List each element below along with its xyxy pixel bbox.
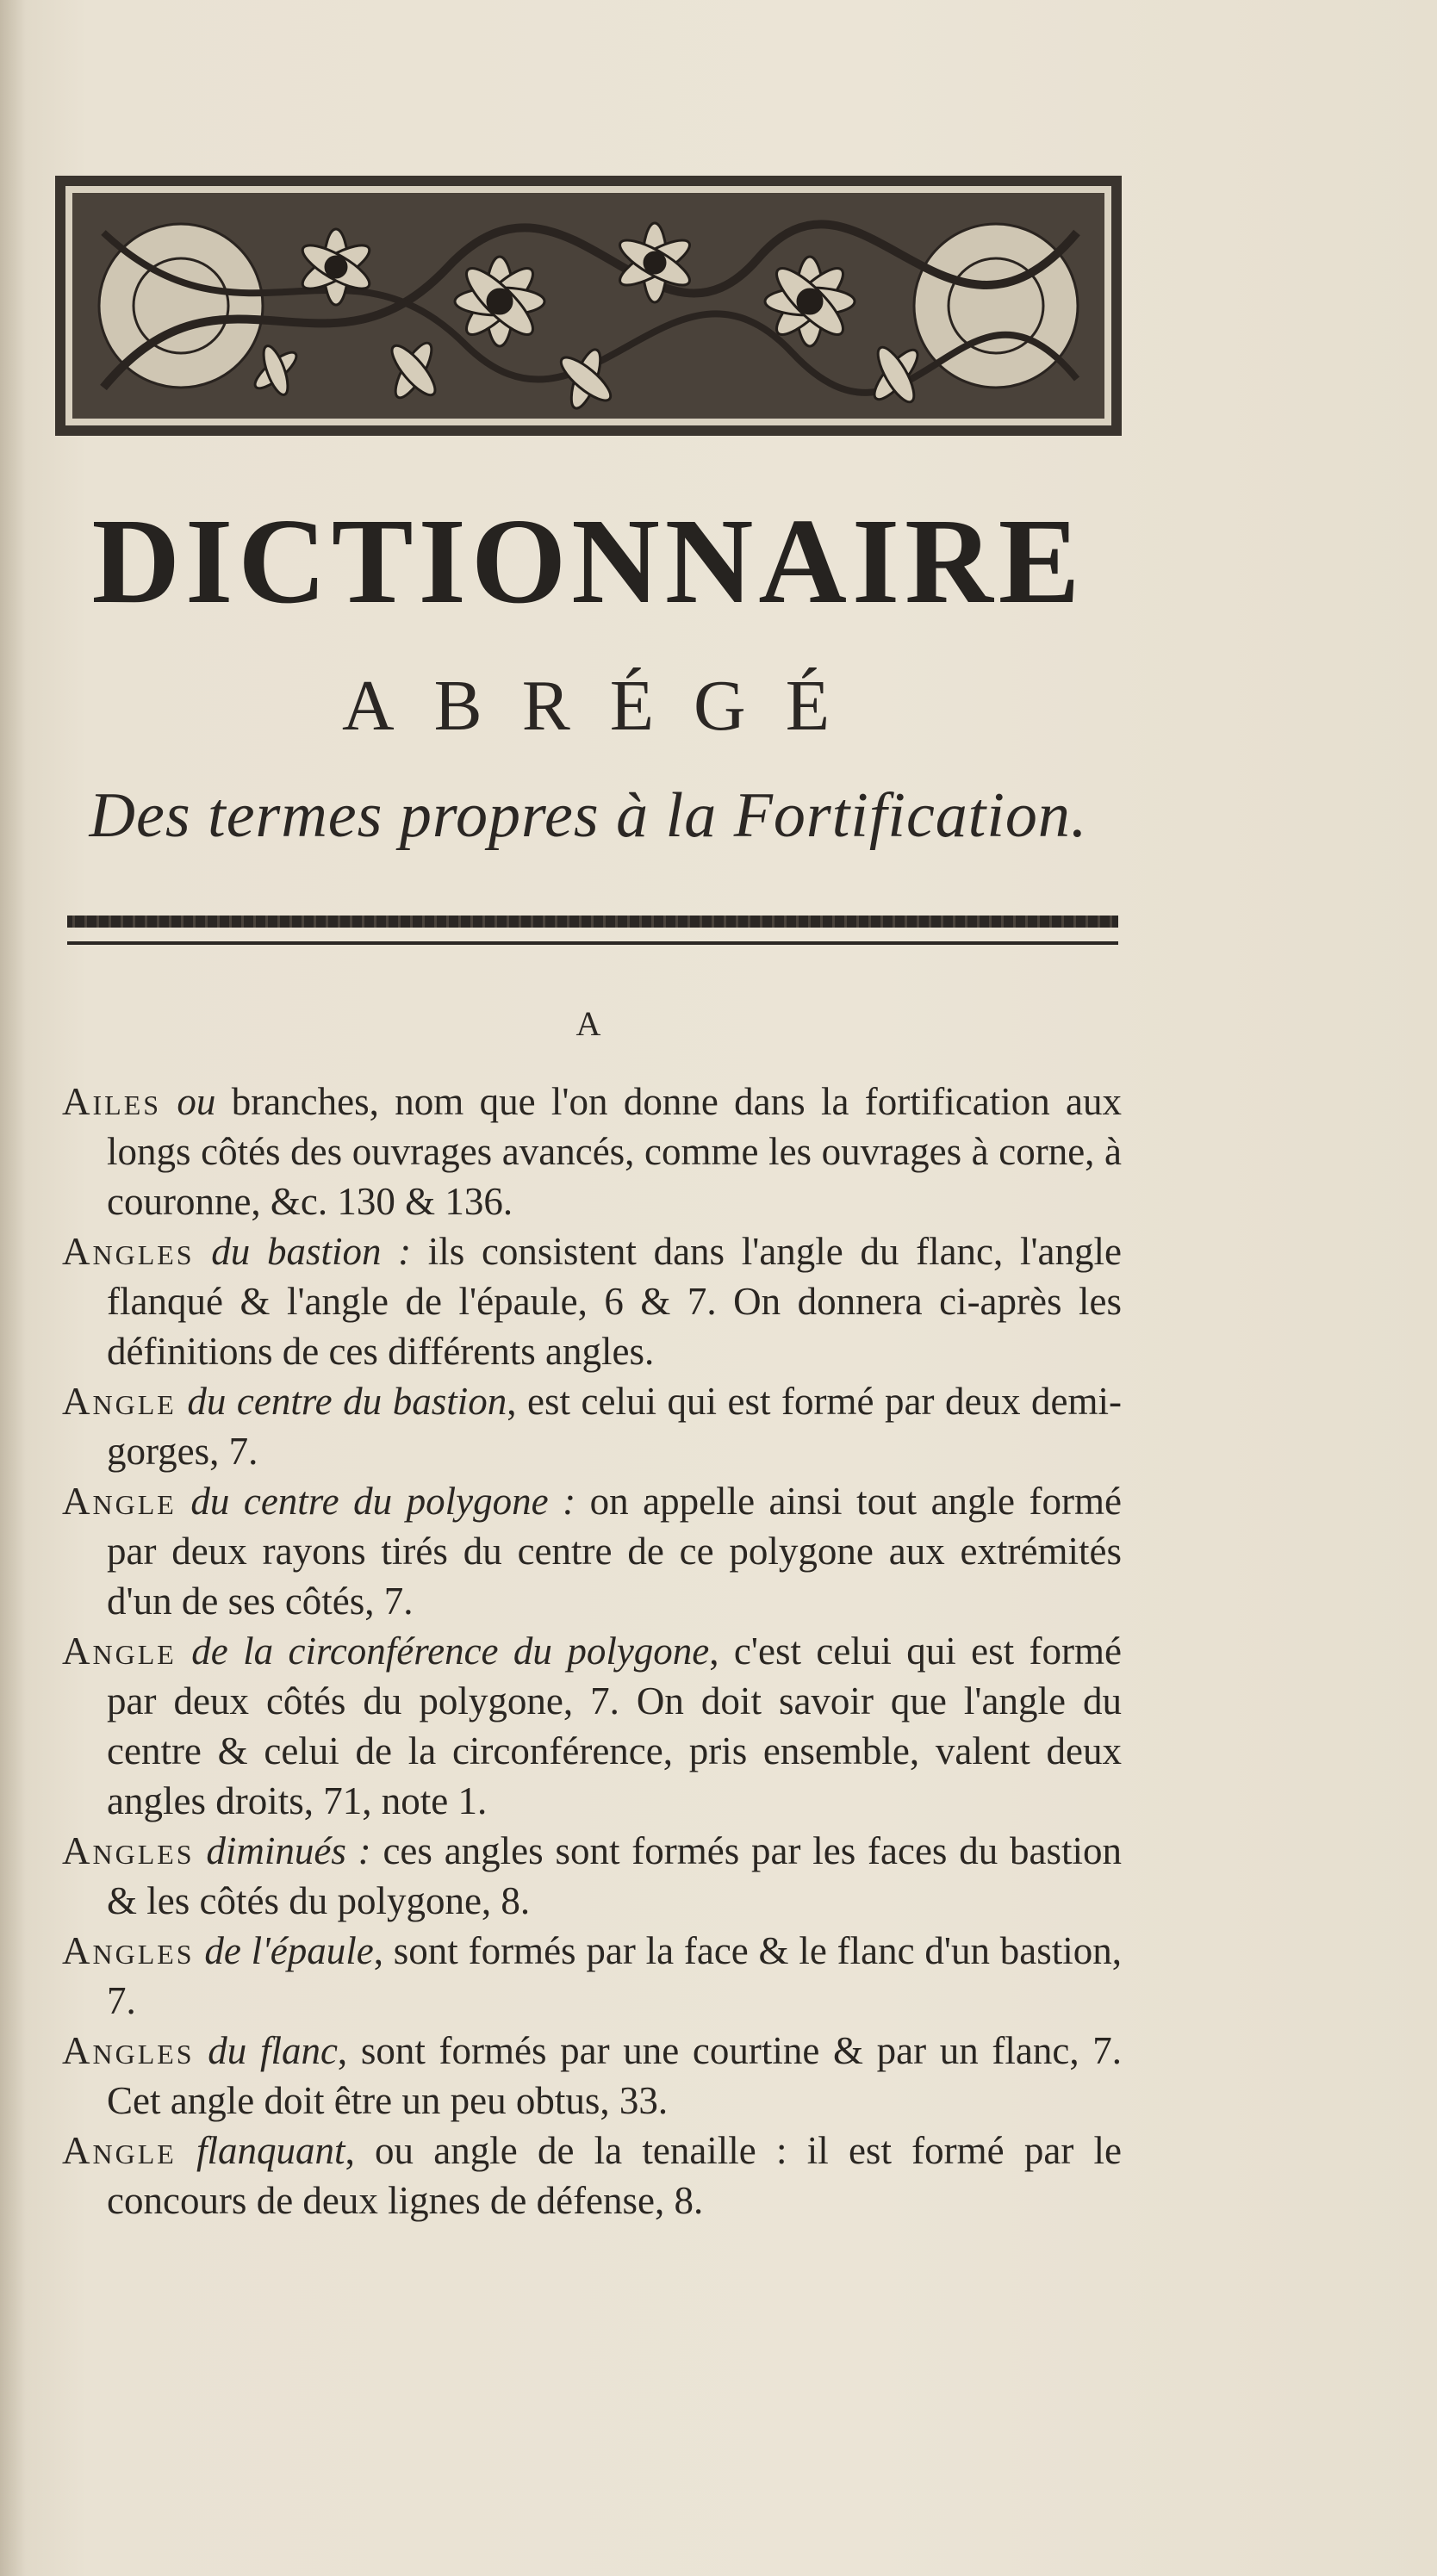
entry-italic: du centre du bastion [187,1380,507,1423]
entry-italic: diminués : [206,1829,371,1872]
entry [62,2026,1122,2126]
entry-text: , ou angle de la tenaille : il est formé par le concours de deux lignes de défense, 8. [107,2129,1123,2222]
entry-headword: Angle [62,2129,177,2172]
entry-italic: flanquant [196,2129,345,2172]
entry-italic: du centre du polygone : [190,1480,576,1523]
entry-headword: Angles [62,1230,195,1273]
entry-text: , sont formés par une courtine & par un flanc, 7. Cet angle doit être un peu obtus, 33. [107,2029,1122,2122]
entry [62,2126,1122,2225]
title-subtitle: ABRÉGÉ [342,666,869,746]
entry-italic: ou [177,1080,216,1123]
entry-text: ces angles sont formés par les faces du bastion & les côtés du polygone, 8. [107,1829,1123,1922]
title-main: DICTIONNAIRE [91,493,1086,629]
entry-headword: Angle [62,1629,177,1673]
entry-headword: Angle [62,1380,177,1423]
entry-text: , c'est celui qui est formé par deux côtés du polygone, 7. On doit savoir que l'angle du centre & celui de la circonférence, pris ensemble, valent deux angles droits, 71, note 1. [107,1629,1122,1822]
entry [62,1626,1122,1826]
entry-headword: Angles [62,2029,195,2072]
section-letter: A [575,1004,601,1043]
entry-headword: Angles [62,1929,195,1972]
entry [62,1926,1122,2026]
ornamental-headpiece [52,172,1125,439]
entry-italic: de la circonférence du polygone [191,1629,710,1673]
entry-text: on appelle ainsi tout angle formé par deux rayons tirés du centre de ce polygone aux extrémités d'un de ses côtés, 7. [107,1480,1122,1623]
entry-list [62,1077,1122,2225]
entry [62,1226,1122,1376]
divider-thick [67,916,1118,928]
entry [62,1077,1122,1226]
entry-italic: du flanc [208,2029,338,2072]
entry-text: , sont formés par la face & le flanc d'un bastion, 7. [107,1929,1122,2022]
title-description: Des termes propres à la Fortification. [89,780,1088,851]
entry [62,1476,1122,1626]
entry-headword: Ailes [62,1080,162,1123]
divider-thin [67,941,1118,945]
spine-shadow [0,0,26,2576]
entry [62,1826,1122,1926]
entry-italic: de l'épaule [204,1929,374,1972]
entry-text: branches, nom que l'on donne dans la fortification aux longs côtés des ouvrages avancés, comme les ouvrages à corne, à couronne, &c. 130 & 136. [107,1080,1123,1223]
entry [62,1376,1122,1476]
entry-text: , est celui qui est formé par deux demi-gorges, 7. [107,1380,1122,1473]
entry-text: ils consistent dans l'angle du flanc, l'angle flanqué & l'angle de l'épaule, 6 & 7. On donnera ci-après les définitions de ces différents angles. [107,1230,1122,1373]
entry-headword: Angle [62,1480,177,1523]
entry-italic: du bastion : [211,1230,412,1273]
entry-headword: Angles [62,1829,195,1872]
